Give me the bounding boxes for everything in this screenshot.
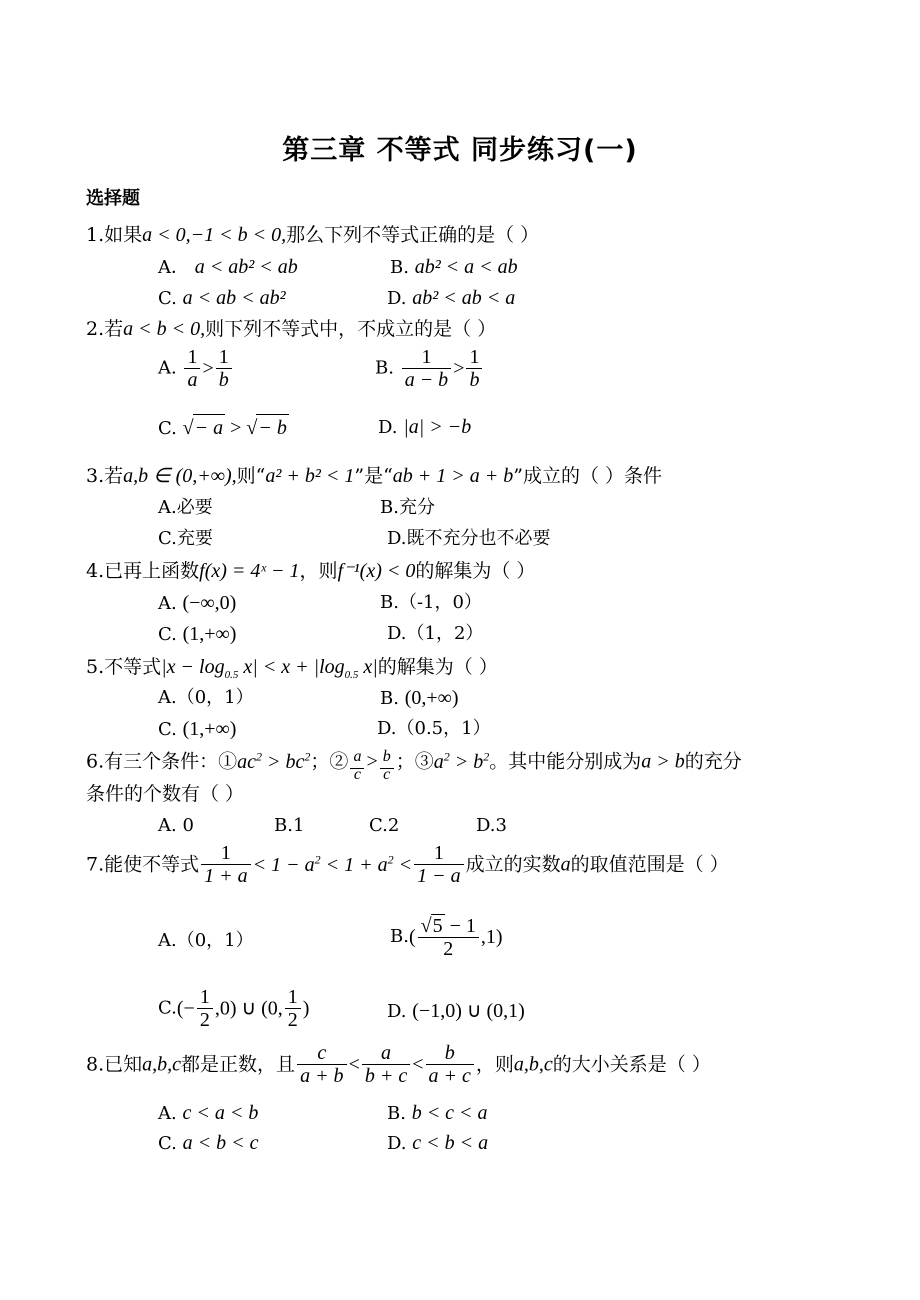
option-c: C. (1,+∞) <box>158 718 237 740</box>
option-c: C.(− $\frac{1}{2}$ ,0) ∪ (0, $\frac{1}{2}$ ) <box>158 986 310 1031</box>
option-d: D. (−1,0) ∪ (0,1) <box>387 1000 525 1022</box>
question-text: 如果 <box>104 224 143 246</box>
option-d: D.（1，2） <box>387 623 484 644</box>
question-number: 4. <box>86 560 105 582</box>
question-number: 8. <box>86 1053 105 1076</box>
option-b: B. b < c < a <box>387 1102 488 1124</box>
question-text: 那么下列不等式正确的是（ ） <box>286 224 540 246</box>
question-number: 1. <box>86 224 105 246</box>
option-b: B.1 <box>274 815 305 836</box>
option-a: A.（0，1） <box>158 687 254 708</box>
option-b: B.( $\frac{√5 - 1}{2}$ ,1) <box>390 915 503 960</box>
option-d: D.（0.5，1） <box>377 718 491 739</box>
question-6: 6.有三个条件：$①ac^2 > bc^2$；② $\frac{a}{c}$ > $\frac{b}{c}$ ；$③a^2 > b^2$。其中能分别成为a > b的充分 <box>86 748 742 779</box>
option-b: B. (0,+∞) <box>380 687 459 709</box>
question-1 <box>86 222 539 248</box>
page-title: 第三章 不等式 同步练习(一) <box>282 135 638 166</box>
option-a: A. (−∞,0) <box>158 592 237 614</box>
option-c: C. (1,+∞) <box>158 623 237 645</box>
option-d: D. |a| > −b <box>378 416 472 438</box>
option-a: A． a < ab² < ab <box>158 256 298 278</box>
option-d: D. ab² < ab < a <box>387 287 516 309</box>
question-number: 2. <box>86 318 105 340</box>
option-c: C. a < b < c <box>158 1132 259 1154</box>
question-number: 7. <box>86 853 105 876</box>
question-number: 6. <box>86 750 105 773</box>
math-expression: a < b < 0, <box>123 318 206 340</box>
question-number: 3. <box>86 465 105 487</box>
question-6-line-2: 条件的个数有（ ） <box>86 783 245 805</box>
question-3: 3.若a,b ∈ (0,+∞),则“a² + b² < 1”是“ab + 1 > a + b”成立的（ ）条件 <box>86 465 663 487</box>
option-c: C. √− a > √− b <box>158 414 289 442</box>
option-a: A. $\frac{1}{a}$ > $\frac{1}{b}$ <box>158 346 234 391</box>
option-d: D.3 <box>476 815 507 836</box>
math-expression: a < 0,−1 < b < 0, <box>142 224 287 246</box>
question-text: 则下列不等式中，不成立的是（ ） <box>205 318 497 340</box>
option-a: A.必要 <box>158 497 213 518</box>
option-d: D. c < b < a <box>387 1132 489 1154</box>
question-text: 若 <box>104 318 124 340</box>
question-5: 5.不等式$|x - \log_{0.5} x| < x + |\log_{0.5}$ x|的解集为（ ） <box>86 656 498 681</box>
option-a: A. c < a < b <box>158 1102 259 1124</box>
question-4: 4.已再上函数f(x) = 4ˣ − 1，则f⁻¹(x) < 0的解集为（ ） <box>86 560 536 582</box>
option-b: B. $\frac{1}{a - b}$ > $\frac{1}{b}$ <box>375 346 484 391</box>
option-b: B. ab² < a < ab <box>390 256 518 278</box>
question-7: 7.能使不等式 $\frac{1}{1 + a}$ < $1 - a^2 < 1 + a^2$ < $\frac{1}{1 - a}$ 成立的实数a的取值范围是（ ） <box>86 842 729 887</box>
option-d: D.既不充分也不必要 <box>387 528 551 549</box>
section-heading: 选择题 <box>86 188 140 209</box>
option-c: C.充要 <box>158 528 213 549</box>
option-c: C.2 <box>369 815 400 836</box>
option-a: A.（0，1） <box>158 930 254 951</box>
question-number: 5. <box>86 656 105 678</box>
question-8: 8.已知a,b,c都是正数，且 $\frac{c}{a + b}$ < $\frac{a}{b + c}$ < $\frac{b}{a + c}$ ，则a,b,c的大小关系是（ ） <box>86 1042 711 1087</box>
option-b: B.（-1，0） <box>380 592 482 613</box>
option-c: C. a < ab < ab² <box>158 287 286 309</box>
option-b: B.充分 <box>380 497 435 518</box>
question-2 <box>86 316 496 342</box>
option-a: A. 0 <box>158 815 194 836</box>
math-expression: $|x - \log_{0.5} x| < x + |\log_{0.5}$ x| <box>161 656 378 681</box>
